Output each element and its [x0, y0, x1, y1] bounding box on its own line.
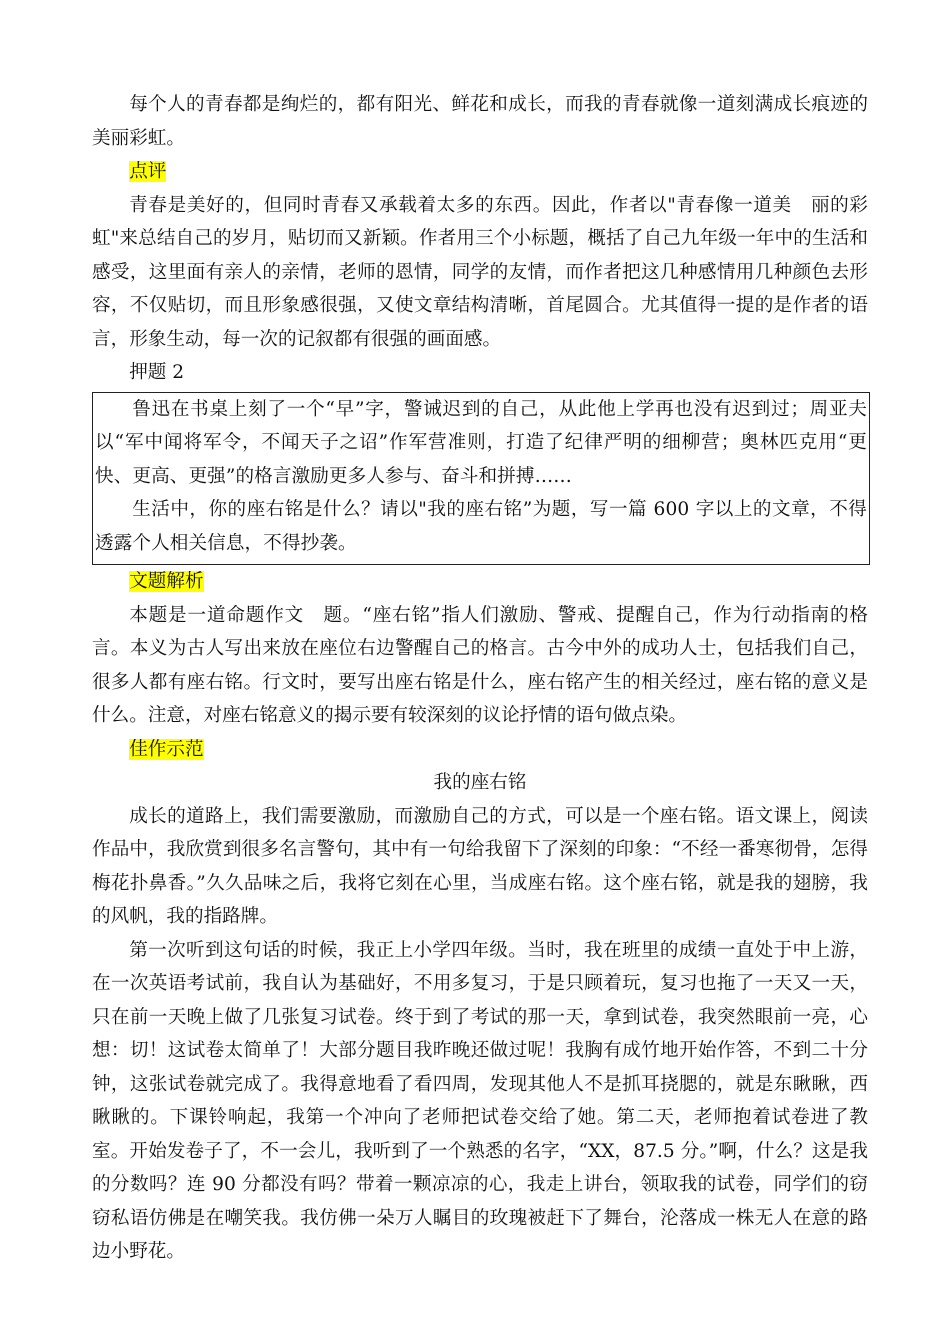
- prompt-box: [92, 392, 870, 566]
- essay-paragraph-1: 成长的道路上，我们需要激励，而激励自己的方式，可以是一个座右铭。语文课上，阅读作品中，我欣赏到很多名言警句，其中有一句给我留下了深刻的印象：“不经一番寒彻骨，怎得梅花扑鼻香。”久久品味之后，我将它刻在心里，当成座右铭。这个座右铭，就是我的翅膀，我的风帆，我的指路牌。: [92, 805, 868, 927]
- document-page: [92, 88, 868, 1269]
- prompt-paragraph-1: 鲁迅在书桌上刻了一个“早”字，警诫迟到的自己，从此他上学再也没有迟到过；周亚夫以“军中闻将军令，不闻天子之诏”作军营准则，打造了纪律严明的细柳营；奥林匹克用“更快、更高、更强”的格言激励更多人参与、奋斗和拼搏……: [95, 398, 867, 487]
- analysis-label: 文题解析: [129, 571, 204, 592]
- essay-paragraph-2: 第一次听到这句话的时候，我正上小学四年级。当时，我在班里的成绩一直处于中上游，在一次英语考试前，我自认为基础好，不用多复习，于是只顾着玩，复习也拖了一天又一天，只在前一天晚上做了几张复习试卷。终于到了考试的那一天，拿到试卷，我突然眼前一亮，心想：切！这试卷太简单了！大部分题目我昨晚还做过呢！我胸有成竹地开始作答，不到二十分钟，这张试卷就完成了。我得意地看了看四周，发现其他人不是抓耳挠腮的，就是东瞅瞅，西瞅瞅的。下课铃响起，我第一个冲向了老师把试卷交给了她。第二天，老师抱着试卷进了教室。开始发卷子了，不一会儿，我听到了一个熟悉的名字，“XX，87.5 分。”啊，什么？这是我的分数吗？连 90 分都没有吗？带着一颗凉凉的心，我走上讲台，领取我的试卷，同学们的窃窃私语仿佛是在嘲笑我。我仿佛一朵万人瞩目的玫瑰被赶下了舞台，沦落成一株无人在意的路边小野花。: [92, 939, 868, 1262]
- sample-heading: [92, 733, 868, 767]
- analysis-heading: [92, 565, 868, 599]
- prompt-heading: 押题 2: [129, 362, 185, 383]
- comment-label: 点评: [129, 161, 167, 182]
- intro-paragraph: 每个人的青春都是绚烂的，都有阳光、鲜花和成长，而我的青春就像一道刻满成长痕迹的美丽彩虹。: [92, 94, 868, 149]
- sample-label: 佳作示范: [129, 738, 204, 760]
- prompt-paragraph-2: 生活中，你的座右铭是什么？请以"我的座右铭”为题，写一篇 600 字以上的文章，不得透露个人相关信息，不得抄袭。: [95, 499, 867, 554]
- analysis-paragraph: 本题是一道命题作文 题。“座右铭”指人们激励、警戒、提醒自己，作为行动指南的格言。本义为古人写出来放在座位右边警醒自己的格言。古今中外的成功人士，包括我们自己，很多人都有座右铭。行文时，要写出座右铭是什么，座右铭产生的相关经过，座右铭的意义是什么。注意，对座右铭意义的揭示要有较深刻的议论抒情的语句做点染。: [92, 604, 868, 726]
- essay-title: 我的座右铭: [433, 772, 527, 793]
- comment-heading: [92, 155, 868, 189]
- comment-paragraph: 青春是美好的，但同时青春又承载着太多的东西。因此，作者以"青春像一道美 丽的彩虹"来总结自己的岁月，贴切而又新颖。作者用三个小标题，概括了自己九年级一年中的生活和感受，这里面有亲人的亲情，老师的恩情，同学的友情，而作者把这几种感情用几种颜色去形容，不仅贴切，而且形象感很强，又使文章结构清晰，首尾圆合。尤其值得一提的是作者的语言，形象生动，每一次的记叙都有很强的画面感。: [92, 194, 868, 350]
